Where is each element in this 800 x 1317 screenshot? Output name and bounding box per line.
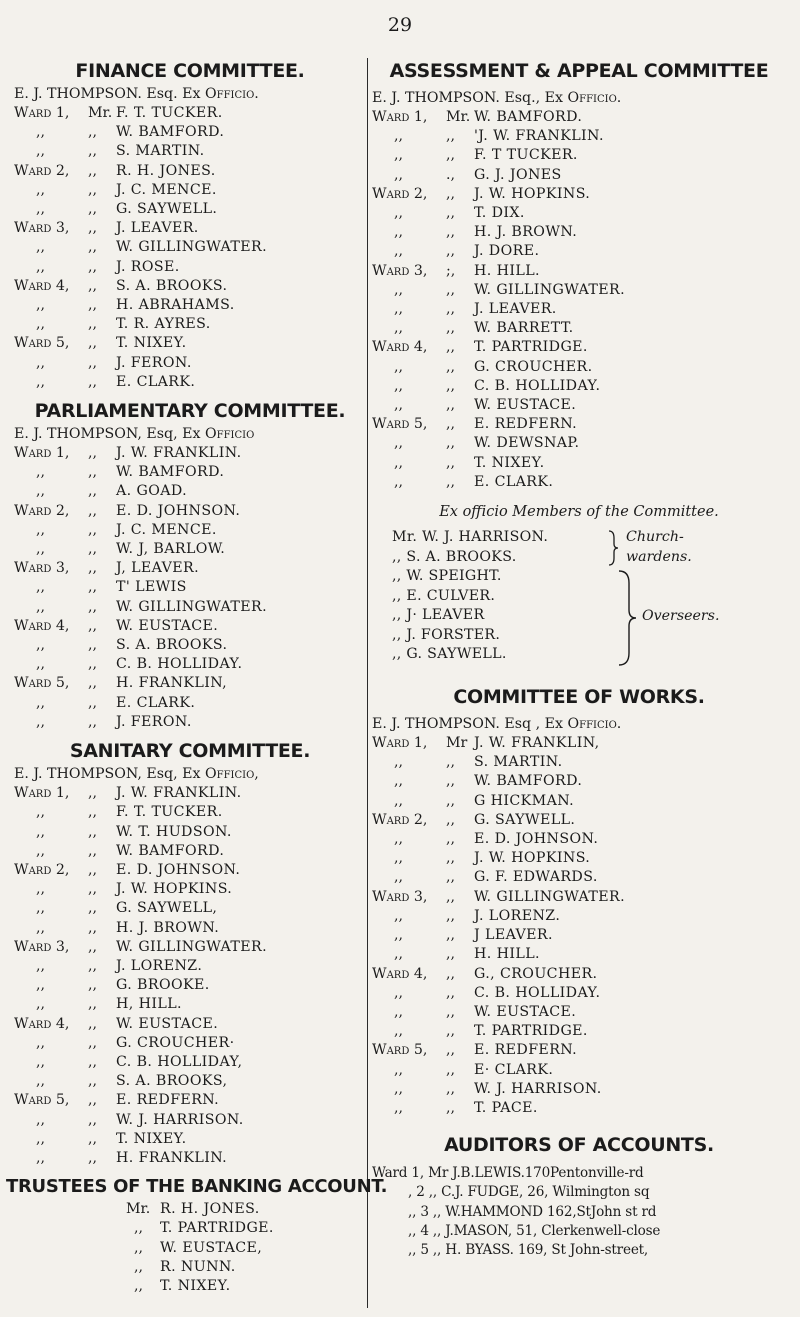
assessment-committee-title: ASSESSMENT & APPEAL COMMITTEE	[389, 60, 769, 82]
list-item: Ward 2, ,, R. H. JONES.	[14, 162, 216, 179]
churchwardens-brace-icon	[606, 528, 622, 568]
list-item: ,, ,, W. GILLINGWATER.	[394, 281, 626, 298]
list-item: ,, ,, W. BAMFORD.	[36, 124, 225, 141]
list-item: ,, ,, J. DORE.	[394, 243, 540, 260]
list-item: ,, ,, E. CLARK.	[36, 694, 196, 711]
list-item: ,, J. FORSTER.	[392, 626, 501, 643]
list-item: ,, W. SPEIGHT.	[392, 568, 502, 585]
overseers-brace-icon	[616, 568, 638, 668]
list-item: ,, T. NIXEY.	[134, 1277, 231, 1294]
list-item: Ward 4, ,, W. EUSTACE.	[14, 617, 219, 634]
finance-committee-title: FINANCE COMMITTEE.	[75, 60, 305, 82]
list-item: ,, ,, T' LEWIS	[36, 579, 187, 596]
list-item: ,, ,, W. BAMFORD.	[36, 464, 225, 481]
assessment-member-list	[372, 108, 786, 492]
finance-member-list	[14, 104, 366, 392]
works-committee-title: COMMITTEE OF WORKS.	[453, 686, 705, 709]
list-item: ,, ,, T. DIX.	[394, 205, 525, 222]
list-item: Ward 2, ,, G. SAYWELL.	[372, 811, 576, 828]
list-item: Ward 4, ,, T. PARTRIDGE.	[372, 339, 588, 356]
list-item: Ward 3, ;, H. HILL.	[372, 262, 540, 279]
list-item: ,, ,, W. GILLINGWATER.	[36, 598, 268, 615]
list-item: Ward 1, Mr. F. T. TUCKER.	[14, 105, 223, 121]
list-item: ,, ,, H. J. BROWN.	[36, 919, 220, 936]
list-item: ,, ,, F. T. TUCKER.	[36, 804, 223, 821]
list-item: ,, 3 ,, W.HAMMOND 162,StJohn st rd	[408, 1203, 657, 1220]
list-item: ,, ,, C. B. HOLLIDAY.	[394, 984, 601, 1001]
list-item: , 2 ,, C.J. FUDGE, 26, Wilmington sq	[408, 1184, 650, 1201]
list-item: Ward 2, ,, J. W. HOPKINS.	[372, 185, 591, 202]
list-item: ,, ,, J. LORENZ.	[394, 907, 561, 924]
list-item: ,, ,, W. J. HARRISON.	[36, 1111, 244, 1128]
list-item: Ward 4, ,, G., CROUCHER.	[372, 965, 598, 982]
list-item: ,, ,, G. SAYWELL,	[36, 900, 218, 917]
list-item: Ward 1, ,, J. W. FRANKLIN.	[14, 785, 242, 802]
list-item: Ward 5, ,, H. FRANKLIN,	[14, 675, 228, 692]
parliamentary-committee-title: PARLIAMENTARY COMMITTEE.	[34, 400, 346, 423]
list-item: ,, ,, G. SAYWELL.	[36, 201, 218, 218]
assessment-appeal-committee	[372, 58, 786, 492]
list-item: ,, ,, J. LORENZ.	[36, 957, 203, 974]
list-item: ,, W. EUSTACE,	[134, 1239, 263, 1256]
list-item: ,, ,, J LEAVER.	[394, 927, 553, 944]
list-item: ,, ,, W. DEWSNAP.	[394, 435, 580, 452]
sanitary-committee	[14, 738, 366, 1168]
list-item: ,, R. NUNN.	[134, 1258, 236, 1275]
list-item: ,, ,, E· CLARK.	[394, 1061, 554, 1078]
list-item: ,, ,, J. FERON.	[36, 354, 192, 371]
ex-officio-title: Ex officio Members of the Committee.	[439, 504, 719, 521]
sanitary-member-list	[14, 784, 366, 1168]
list-item: ,, ,, G HICKMAN.	[394, 792, 575, 809]
left-column	[6, 58, 388, 1296]
assessment-ex-officio: E. J. THOMPSON. Esq., Ex Officio.	[372, 90, 622, 106]
works-ex-officio: E. J. THOMPSON. Esq , Ex Officio.	[372, 716, 622, 733]
parliamentary-member-list	[14, 444, 366, 732]
list-item: Ward 5, ,, T. NIXEY.	[14, 335, 187, 352]
list-item: ,, ,, C. B. HOLLIDAY.	[394, 377, 601, 394]
list-item: ,, ,, H. FRANKLIN.	[36, 1149, 228, 1166]
list-item: ,, ,, G. F. EDWARDS.	[394, 869, 598, 886]
list-item: ,, ,, S. MARTIN.	[36, 143, 205, 160]
list-item: ,, ,, T. R. AYRES.	[36, 316, 211, 333]
list-item: Ward 5, ,, E. REDFERN.	[372, 416, 578, 433]
list-item: ,, ,, J. W. HOPKINS.	[394, 850, 591, 867]
list-item: ,, G. SAYWELL.	[392, 646, 507, 663]
right-column	[372, 58, 786, 1261]
trustees-member-list	[14, 1200, 366, 1296]
list-item: ,, ,, C. B. HOLLIDAY,	[36, 1053, 243, 1070]
ex-officio-list	[372, 528, 786, 678]
column-divider	[367, 58, 368, 1308]
list-item: ,, ,, T. NIXEY.	[394, 454, 545, 471]
parliamentary-committee	[14, 398, 366, 732]
list-item: ,, ,, J. C. MENCE.	[36, 521, 217, 538]
list-item: ,, T. PARTRIDGE.	[134, 1220, 274, 1237]
list-item: Ward 2, ,, E. D. JOHNSON.	[14, 861, 241, 878]
list-item: ,, ,, W. GILLINGWATER.	[36, 239, 268, 256]
list-item: Ward 1, Mr J.B.LEWIS.170Pentonville-rd	[372, 1165, 644, 1182]
sanitary-ex-officio: E. J. THOMPSON, Esq, Ex Officio,	[14, 766, 259, 783]
list-item: ,, ,, W. J, BARLOW.	[36, 541, 226, 558]
list-item: Ward 3, ,, J, LEAVER.	[14, 560, 199, 577]
list-item: Mr. R. H. JONES.	[126, 1201, 260, 1218]
list-item: ,, S. A. BROOKS.	[392, 548, 517, 565]
list-item: ,, ,, W. BARRETT.	[394, 320, 574, 337]
parliamentary-ex-officio: E. J. THOMPSON, Esq, Ex Officio	[14, 426, 255, 443]
list-item: ,, ,, E. CLARK.	[394, 473, 554, 490]
list-item: ,, 5 ,, H. BYASS. 169, St John-street,	[408, 1242, 649, 1259]
list-item: ,, ,, J. W. HOPKINS.	[36, 881, 233, 898]
committee-of-works	[372, 684, 786, 1118]
list-item: Ward 3, ,, W. GILLINGWATER.	[14, 938, 268, 955]
list-item: Ward 4, ,, W. EUSTACE.	[14, 1015, 219, 1032]
trustees-title: TRUSTEES OF THE BANKING ACCOUNT.	[6, 1176, 388, 1198]
list-item: ,, ,, S. A. BROOKS.	[36, 637, 228, 654]
list-item: Ward 1, ,, J. W. FRANKLIN.	[14, 445, 242, 462]
list-item: ,, 4 ,, J.MASON, 51, Clerkenwell-close	[408, 1223, 661, 1240]
list-item: ,, ,, T. PACE.	[394, 1099, 538, 1116]
works-member-list	[372, 734, 786, 1118]
list-item: ,, ., G. J. JONES	[394, 166, 562, 183]
list-item: ,, ,, C. B. HOLLIDAY.	[36, 656, 243, 673]
list-item: Ward 3, ,, J. LEAVER.	[14, 220, 199, 237]
finance-ex-officio: E. J. THOMPSON. Esq. Ex Officio.	[14, 86, 259, 102]
list-item: ,, ,, W. BAMFORD.	[394, 773, 583, 790]
page-number: 29	[387, 14, 413, 36]
list-item: ,, ,, E. CLARK.	[36, 373, 196, 390]
list-item: Ward 3, ,, W. GILLINGWATER.	[372, 888, 626, 905]
list-item: Ward 5, ,, E. REDFERN.	[372, 1042, 578, 1059]
list-item: Mr. W. J. HARRISON.	[392, 529, 549, 546]
churchwardens-label: Church- wardens.	[626, 529, 692, 565]
list-item: ,, J· LEAVER	[392, 607, 485, 624]
list-item: ,, ,, T. PARTRIDGE.	[394, 1023, 588, 1040]
overseers-label: Overseers.	[642, 608, 720, 625]
list-item: ,, E. CULVER.	[392, 587, 496, 604]
finance-committee	[14, 58, 366, 392]
list-item: ,, ,, W. T. HUDSON.	[36, 823, 232, 840]
list-item: ,, ,, G. CROUCHER·	[36, 1034, 235, 1051]
list-item: ,, ,, 'J. W. FRANKLIN.	[394, 128, 604, 145]
list-item: ,, ,, S. A. BROOKS,	[36, 1073, 228, 1090]
list-item: Ward 5, ,, E. REDFERN.	[14, 1092, 220, 1109]
list-item: ,, ,, J. FERON.	[36, 713, 192, 730]
list-item: ,, ,, S. MARTIN.	[394, 754, 563, 771]
list-item: ,, ,, W. EUSTACE.	[394, 1003, 577, 1020]
list-item: ,, ,, J. ROSE.	[36, 258, 180, 275]
list-item: ,, ,, H, HILL.	[36, 996, 182, 1013]
list-item: Ward 4, ,, S. A. BROOKS.	[14, 277, 228, 294]
list-item: ,, ,, J. LEAVER.	[394, 301, 557, 318]
list-item: Ward 2, ,, E. D. JOHNSON.	[14, 502, 241, 519]
list-item: ,, ,, H. HILL.	[394, 946, 540, 963]
auditors-list	[372, 1164, 786, 1260]
sanitary-committee-title: SANITARY COMMITTEE.	[69, 740, 311, 763]
list-item: ,, ,, F. T TUCKER.	[394, 147, 578, 164]
auditors-of-accounts	[372, 1132, 786, 1260]
list-item: ,, ,, W. BAMFORD.	[36, 842, 225, 859]
list-item: ,, ,, E. D. JOHNSON.	[394, 831, 599, 848]
list-item: Ward 1, Mr J. W. FRANKLIN,	[372, 735, 600, 752]
list-item: ,, ,, T. NIXEY.	[36, 1130, 187, 1147]
list-item: ,, ,, A. GOAD.	[36, 483, 188, 500]
list-item: ,, ,, H. J. BROWN.	[394, 224, 578, 241]
list-item: ,, ,, W. J. HARRISON.	[394, 1080, 602, 1097]
list-item: ,, ,, W. EUSTACE.	[394, 397, 577, 414]
list-item: ,, ,, H. ABRAHAMS.	[36, 297, 235, 314]
trustees-banking-account	[6, 1174, 388, 1296]
list-item: ,, ,, J. C. MENCE.	[36, 181, 217, 198]
list-item: ,, ,, G. CROUCHER.	[394, 358, 593, 375]
list-item: Ward 1, Mr. W. BAMFORD.	[372, 109, 583, 125]
auditors-title: AUDITORS OF ACCOUNTS.	[444, 1134, 714, 1157]
ex-officio-members	[372, 504, 786, 678]
list-item: ,, ,, G. BROOKE.	[36, 977, 210, 994]
